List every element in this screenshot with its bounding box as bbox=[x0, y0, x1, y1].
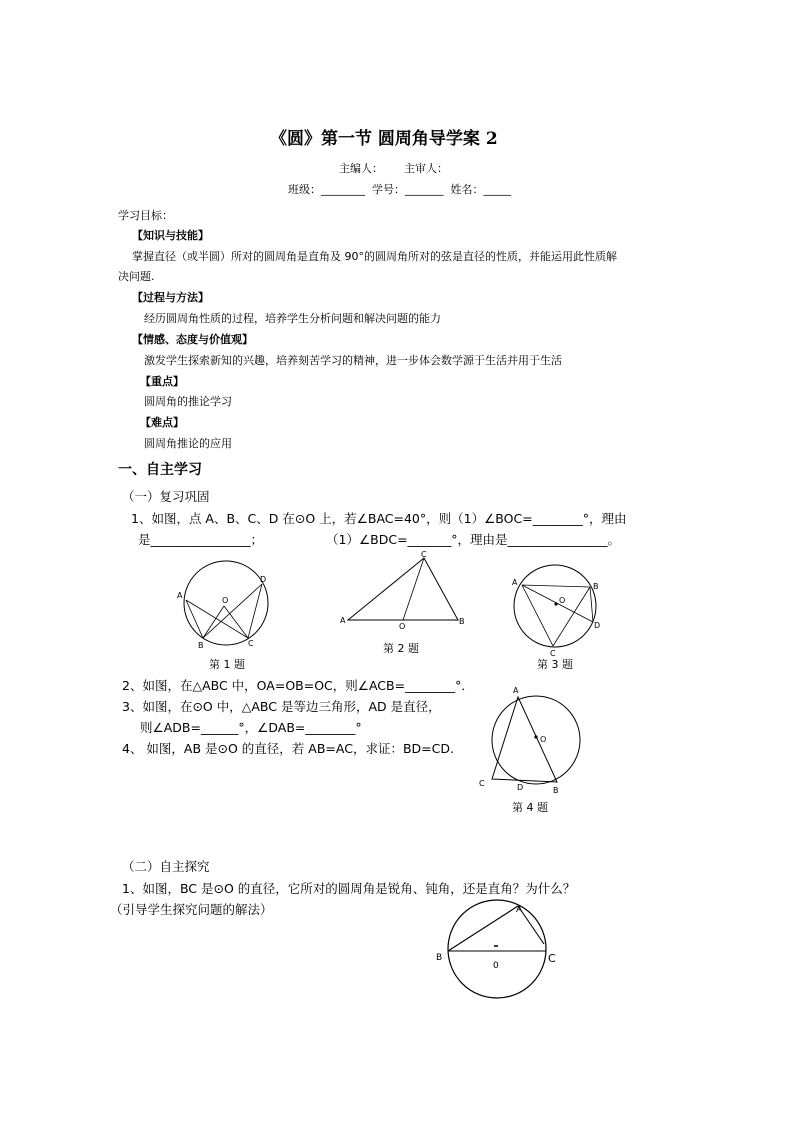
f4-label-c: C bbox=[479, 779, 485, 788]
emotion-heading: 【情感、态度与价值观】 bbox=[132, 333, 253, 346]
difficulty-heading: 【难点】 bbox=[140, 416, 184, 429]
knowledge-text-line2: 决问题. bbox=[118, 270, 155, 283]
section2-q1: 1、如图，BC 是⊙O 的直径，它所对的圆周角是锐角、钝角，还是直角？为什么？ bbox=[122, 881, 576, 896]
f1-label-a: A bbox=[177, 591, 183, 600]
fig3-caption: 第 3 题 bbox=[537, 658, 573, 671]
student-info-line: 班级：________ 学号：_______ 姓名：_____ bbox=[288, 183, 511, 196]
q1-line1: 1、如图，点 A、B、C、D 在⊙O 上，若∠BAC=40°，则（1）∠BOC=________°，理由 bbox=[131, 511, 627, 526]
f3-label-a: A bbox=[512, 578, 518, 587]
difficulty-text: 圆周角推论的应用 bbox=[144, 437, 232, 450]
f5-label-b: B bbox=[436, 953, 443, 963]
q2-text: 2、如图，在△ABC 中，OA=OB=OC，则∠ACB=________°． bbox=[122, 678, 474, 693]
editors-line: 主编人： 主审人： bbox=[339, 162, 448, 175]
section2-hint: （引导学生探究问题的解法） bbox=[110, 902, 273, 917]
f2-label-c: C bbox=[421, 550, 427, 559]
f1-label-b: B bbox=[198, 641, 204, 650]
f5-label-a: A bbox=[516, 905, 523, 915]
f3-label-b: B bbox=[593, 582, 599, 591]
f4-label-b: B bbox=[553, 786, 559, 795]
figure-3 bbox=[508, 565, 608, 658]
q1-line2a: 是________________； bbox=[138, 532, 264, 547]
section1-heading: 一、自主学习 bbox=[118, 462, 202, 478]
figure-1 bbox=[176, 560, 276, 650]
objectives-label: 学习目标： bbox=[118, 209, 173, 222]
figure-2 bbox=[340, 550, 473, 631]
knowledge-heading: 【知识与技能】 bbox=[132, 229, 209, 242]
f2-label-b: B bbox=[459, 617, 465, 626]
process-text: 经历圆周角性质的过程，培养学生分析问题和解决问题的能力 bbox=[144, 312, 441, 325]
figure-5 bbox=[434, 896, 564, 1006]
f1-label-d: D bbox=[260, 575, 267, 584]
emotion-text: 激发学生探索新知的兴趣，培养刻苦学习的精神，进一步体会数学源于生活并用于生活 bbox=[144, 354, 562, 367]
knowledge-text-line1: 掌握直径（或半圆）所对的圆周角是直角及 90°的圆周角所对的弦是直径的性质，并能运用此性质解 bbox=[132, 250, 617, 263]
section1-sub1: （一）复习巩固 bbox=[122, 489, 210, 504]
f1-label-c: C bbox=[248, 639, 254, 648]
f3-label-o: O bbox=[559, 596, 566, 605]
figure-4 bbox=[478, 685, 588, 800]
fig1-caption: 第 1 题 bbox=[209, 658, 245, 671]
section2-sub2: （二）自主探究 bbox=[122, 859, 210, 874]
key-heading: 【重点】 bbox=[140, 375, 184, 388]
f4-label-a: A bbox=[513, 686, 519, 695]
q3-line1: 3、如图，在⊙O 中，△ABC 是等边三角形，AD 是直径， bbox=[122, 699, 441, 714]
f2-label-o: O bbox=[399, 622, 406, 631]
f5-label-c: C bbox=[548, 952, 556, 965]
key-text: 圆周角的推论学习 bbox=[144, 395, 232, 408]
fig4-caption: 第 4 题 bbox=[512, 801, 548, 814]
page-title: 《圆》第一节 圆周角导学案 2 bbox=[270, 129, 498, 149]
f3-label-d: D bbox=[594, 621, 601, 630]
process-heading: 【过程与方法】 bbox=[132, 291, 209, 304]
q1-line2b: （1）∠BDC=_______°，理由是________________。 bbox=[326, 532, 621, 547]
f1-label-o: O bbox=[222, 596, 229, 605]
f4-label-o: O bbox=[540, 735, 547, 744]
q3-line2: 则∠ADB=______°，∠DAB=________° bbox=[140, 720, 362, 735]
f2-label-a: A bbox=[340, 616, 346, 625]
f5-label-o: 0 bbox=[493, 961, 499, 971]
f4-label-d: D bbox=[517, 783, 524, 792]
q4-text: 4、 如图，AB 是⊙O 的直径，若 AB=AC，求证：BD=CD. bbox=[122, 741, 454, 756]
f3-label-c: C bbox=[550, 649, 556, 658]
fig2-caption: 第 2 题 bbox=[383, 642, 419, 655]
